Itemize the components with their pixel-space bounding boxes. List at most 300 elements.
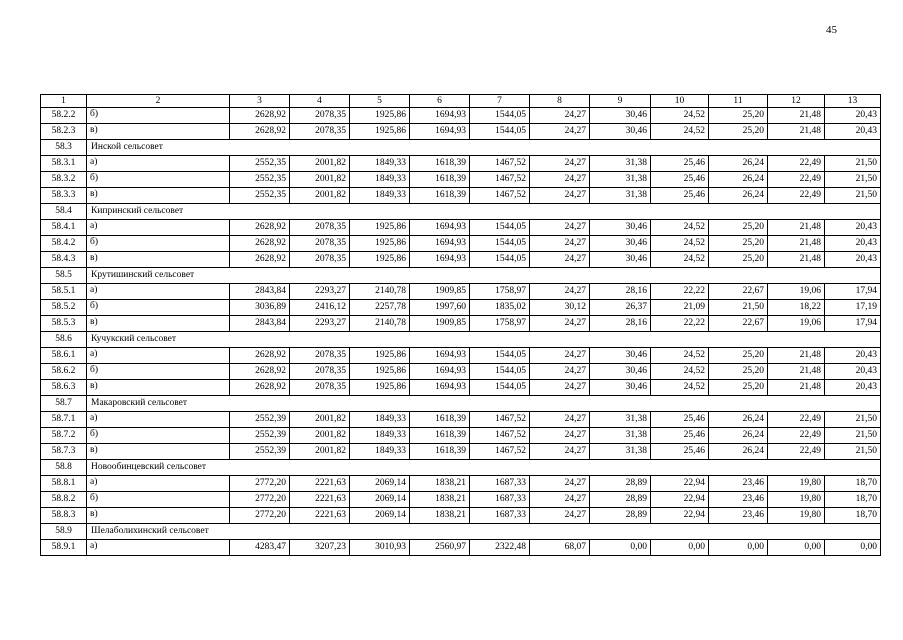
value-cell: 25,20 xyxy=(709,364,768,380)
value-cell: 24,52 xyxy=(651,252,709,268)
table-row xyxy=(41,236,881,252)
row-code: 58.5.2 xyxy=(41,300,87,316)
table-row xyxy=(41,444,881,460)
value-cell: 30,46 xyxy=(590,220,651,236)
value-cell: 2001,82 xyxy=(290,156,350,172)
value-cell: 2772,20 xyxy=(230,476,290,492)
value-cell: 2001,82 xyxy=(290,188,350,204)
value-cell: 31,38 xyxy=(590,428,651,444)
value-cell: 1467,52 xyxy=(470,172,530,188)
column-number-row xyxy=(41,95,881,108)
section-title: Новообинцевский сельсовет xyxy=(87,460,881,476)
row-code: 58.3.3 xyxy=(41,188,87,204)
value-cell: 1694,93 xyxy=(410,108,470,124)
column-header: 8 xyxy=(530,95,590,108)
column-header: 10 xyxy=(651,95,709,108)
value-cell: 17,94 xyxy=(825,284,881,300)
value-cell: 1694,93 xyxy=(410,236,470,252)
value-cell: 21,48 xyxy=(768,220,825,236)
value-cell: 21,50 xyxy=(825,428,881,444)
section-row xyxy=(41,396,881,412)
value-cell: 1758,97 xyxy=(470,316,530,332)
value-cell: 2628,92 xyxy=(230,348,290,364)
table-row xyxy=(41,188,881,204)
value-cell: 1925,86 xyxy=(350,380,410,396)
page-number: 45 xyxy=(826,24,837,36)
value-cell: 2140,78 xyxy=(350,284,410,300)
value-cell: 19,80 xyxy=(768,492,825,508)
table-row xyxy=(41,428,881,444)
value-cell: 22,67 xyxy=(709,316,768,332)
value-cell: 31,38 xyxy=(590,444,651,460)
value-cell: 2628,92 xyxy=(230,124,290,140)
value-cell: 0,00 xyxy=(709,540,768,556)
value-cell: 2140,78 xyxy=(350,316,410,332)
value-cell: 21,50 xyxy=(825,444,881,460)
value-cell: 25,20 xyxy=(709,236,768,252)
value-cell: 1925,86 xyxy=(350,252,410,268)
row-code: 58.9 xyxy=(41,524,87,540)
value-cell: 1694,93 xyxy=(410,252,470,268)
table-row xyxy=(41,108,881,124)
row-subitem: б) xyxy=(87,300,230,316)
value-cell: 22,94 xyxy=(651,476,709,492)
row-code: 58.6.2 xyxy=(41,364,87,380)
value-cell: 2843,84 xyxy=(230,284,290,300)
value-cell: 26,24 xyxy=(709,412,768,428)
value-cell: 1997,60 xyxy=(410,300,470,316)
value-cell: 25,46 xyxy=(651,428,709,444)
value-cell: 18,70 xyxy=(825,492,881,508)
value-cell: 1544,05 xyxy=(470,364,530,380)
column-header: 13 xyxy=(825,95,881,108)
value-cell: 2078,35 xyxy=(290,380,350,396)
row-subitem: а) xyxy=(87,348,230,364)
value-cell: 24,52 xyxy=(651,348,709,364)
value-cell: 2772,20 xyxy=(230,492,290,508)
value-cell: 23,46 xyxy=(709,508,768,524)
value-cell: 28,89 xyxy=(590,508,651,524)
value-cell: 3010,93 xyxy=(350,540,410,556)
value-cell: 2628,92 xyxy=(230,236,290,252)
value-cell: 0,00 xyxy=(590,540,651,556)
value-cell: 21,48 xyxy=(768,108,825,124)
column-header: 9 xyxy=(590,95,651,108)
value-cell: 22,94 xyxy=(651,508,709,524)
value-cell: 19,80 xyxy=(768,476,825,492)
value-cell: 0,00 xyxy=(825,540,881,556)
value-cell: 1467,52 xyxy=(470,412,530,428)
column-header: 12 xyxy=(768,95,825,108)
row-subitem: в) xyxy=(87,316,230,332)
row-code: 58.8.1 xyxy=(41,476,87,492)
value-cell: 28,16 xyxy=(590,316,651,332)
value-cell: 0,00 xyxy=(651,540,709,556)
value-cell: 2001,82 xyxy=(290,172,350,188)
row-code: 58.4.3 xyxy=(41,252,87,268)
value-cell: 1618,39 xyxy=(410,188,470,204)
value-cell: 2078,35 xyxy=(290,108,350,124)
row-subitem: в) xyxy=(87,444,230,460)
value-cell: 1849,33 xyxy=(350,156,410,172)
value-cell: 1467,52 xyxy=(470,156,530,172)
value-cell: 1849,33 xyxy=(350,188,410,204)
value-cell: 2001,82 xyxy=(290,428,350,444)
row-subitem: б) xyxy=(87,492,230,508)
value-cell: 21,50 xyxy=(825,156,881,172)
row-code: 58.8.2 xyxy=(41,492,87,508)
value-cell: 1618,39 xyxy=(410,156,470,172)
row-subitem: б) xyxy=(87,364,230,380)
value-cell: 24,27 xyxy=(530,156,590,172)
value-cell: 2069,14 xyxy=(350,492,410,508)
table-row xyxy=(41,364,881,380)
value-cell: 1838,21 xyxy=(410,508,470,524)
table-row xyxy=(41,220,881,236)
row-code: 58.5.3 xyxy=(41,316,87,332)
value-cell: 2628,92 xyxy=(230,364,290,380)
value-cell: 30,46 xyxy=(590,348,651,364)
value-cell: 0,00 xyxy=(768,540,825,556)
value-cell: 24,27 xyxy=(530,412,590,428)
value-cell: 22,49 xyxy=(768,412,825,428)
value-cell: 24,27 xyxy=(530,284,590,300)
row-subitem: а) xyxy=(87,476,230,492)
value-cell: 2628,92 xyxy=(230,220,290,236)
value-cell: 24,27 xyxy=(530,476,590,492)
row-code: 58.7 xyxy=(41,396,87,412)
column-header: 11 xyxy=(709,95,768,108)
value-cell: 2772,20 xyxy=(230,508,290,524)
value-cell: 2552,35 xyxy=(230,188,290,204)
row-code: 58.4.2 xyxy=(41,236,87,252)
value-cell: 1467,52 xyxy=(470,428,530,444)
table-row xyxy=(41,316,881,332)
value-cell: 25,46 xyxy=(651,412,709,428)
row-code: 58.8.3 xyxy=(41,508,87,524)
value-cell: 26,24 xyxy=(709,188,768,204)
value-cell: 30,46 xyxy=(590,124,651,140)
row-code: 58.7.3 xyxy=(41,444,87,460)
value-cell: 1835,02 xyxy=(470,300,530,316)
value-cell: 20,43 xyxy=(825,124,881,140)
value-cell: 21,48 xyxy=(768,364,825,380)
value-cell: 18,70 xyxy=(825,508,881,524)
value-cell: 31,38 xyxy=(590,156,651,172)
value-cell: 2078,35 xyxy=(290,252,350,268)
row-subitem: а) xyxy=(87,540,230,556)
value-cell: 24,52 xyxy=(651,236,709,252)
table-row xyxy=(41,508,881,524)
value-cell: 25,20 xyxy=(709,380,768,396)
value-cell: 21,50 xyxy=(709,300,768,316)
value-cell: 24,52 xyxy=(651,380,709,396)
value-cell: 2293,27 xyxy=(290,316,350,332)
row-code: 58.3.1 xyxy=(41,156,87,172)
value-cell: 25,46 xyxy=(651,444,709,460)
value-cell: 26,24 xyxy=(709,156,768,172)
value-cell: 2221,63 xyxy=(290,492,350,508)
value-cell: 24,27 xyxy=(530,364,590,380)
value-cell: 2552,35 xyxy=(230,172,290,188)
value-cell: 21,48 xyxy=(768,348,825,364)
row-subitem: в) xyxy=(87,508,230,524)
value-cell: 1618,39 xyxy=(410,444,470,460)
value-cell: 21,50 xyxy=(825,412,881,428)
value-cell: 2078,35 xyxy=(290,220,350,236)
value-cell: 25,46 xyxy=(651,188,709,204)
value-cell: 1544,05 xyxy=(470,124,530,140)
value-cell: 30,12 xyxy=(530,300,590,316)
value-cell: 26,24 xyxy=(709,172,768,188)
value-cell: 1758,97 xyxy=(470,284,530,300)
section-row xyxy=(41,140,881,156)
value-cell: 19,06 xyxy=(768,284,825,300)
value-cell: 1925,86 xyxy=(350,236,410,252)
value-cell: 1849,33 xyxy=(350,444,410,460)
value-cell: 1925,86 xyxy=(350,124,410,140)
value-cell: 1687,33 xyxy=(470,508,530,524)
value-cell: 24,27 xyxy=(530,124,590,140)
value-cell: 31,38 xyxy=(590,188,651,204)
value-cell: 2416,12 xyxy=(290,300,350,316)
section-row xyxy=(41,204,881,220)
value-cell: 25,46 xyxy=(651,156,709,172)
value-cell: 17,94 xyxy=(825,316,881,332)
value-cell: 4283,47 xyxy=(230,540,290,556)
value-cell: 1618,39 xyxy=(410,412,470,428)
value-cell: 19,80 xyxy=(768,508,825,524)
value-cell: 22,49 xyxy=(768,444,825,460)
value-cell: 24,27 xyxy=(530,252,590,268)
value-cell: 1467,52 xyxy=(470,188,530,204)
value-cell: 1544,05 xyxy=(470,348,530,364)
value-cell: 1544,05 xyxy=(470,236,530,252)
value-cell: 1687,33 xyxy=(470,476,530,492)
column-header: 6 xyxy=(410,95,470,108)
value-cell: 22,49 xyxy=(768,428,825,444)
value-cell: 2552,39 xyxy=(230,428,290,444)
value-cell: 24,27 xyxy=(530,428,590,444)
value-cell: 30,46 xyxy=(590,236,651,252)
row-code: 58.7.1 xyxy=(41,412,87,428)
section-row xyxy=(41,460,881,476)
value-cell: 1849,33 xyxy=(350,172,410,188)
value-cell: 21,48 xyxy=(768,236,825,252)
value-cell: 20,43 xyxy=(825,236,881,252)
table-row xyxy=(41,380,881,396)
row-code: 58.9.1 xyxy=(41,540,87,556)
column-header: 4 xyxy=(290,95,350,108)
value-cell: 1687,33 xyxy=(470,492,530,508)
value-cell: 1694,93 xyxy=(410,348,470,364)
value-cell: 24,27 xyxy=(530,492,590,508)
value-cell: 22,49 xyxy=(768,156,825,172)
section-row xyxy=(41,268,881,284)
value-cell: 26,24 xyxy=(709,428,768,444)
value-cell: 1694,93 xyxy=(410,380,470,396)
value-cell: 25,20 xyxy=(709,348,768,364)
value-cell: 24,27 xyxy=(530,108,590,124)
value-cell: 1925,86 xyxy=(350,108,410,124)
value-cell: 25,20 xyxy=(709,252,768,268)
row-code: 58.7.2 xyxy=(41,428,87,444)
value-cell: 20,43 xyxy=(825,220,881,236)
section-title: Кучукский сельсовет xyxy=(87,332,881,348)
value-cell: 30,46 xyxy=(590,108,651,124)
value-cell: 25,20 xyxy=(709,220,768,236)
value-cell: 2843,84 xyxy=(230,316,290,332)
value-cell: 26,24 xyxy=(709,444,768,460)
value-cell: 22,49 xyxy=(768,172,825,188)
section-title: Инской сельсовет xyxy=(87,140,881,156)
row-code: 58.5.1 xyxy=(41,284,87,300)
value-cell: 2069,14 xyxy=(350,476,410,492)
value-cell: 1694,93 xyxy=(410,124,470,140)
value-cell: 31,38 xyxy=(590,172,651,188)
value-cell: 19,06 xyxy=(768,316,825,332)
value-cell: 18,22 xyxy=(768,300,825,316)
value-cell: 30,46 xyxy=(590,380,651,396)
table-row xyxy=(41,172,881,188)
value-cell: 2552,39 xyxy=(230,412,290,428)
row-code: 58.3.2 xyxy=(41,172,87,188)
value-cell: 18,70 xyxy=(825,476,881,492)
value-cell: 24,27 xyxy=(530,236,590,252)
value-cell: 1544,05 xyxy=(470,380,530,396)
row-code: 58.3 xyxy=(41,140,87,156)
row-code: 58.4.1 xyxy=(41,220,87,236)
value-cell: 30,46 xyxy=(590,364,651,380)
value-cell: 3207,23 xyxy=(290,540,350,556)
value-cell: 2293,27 xyxy=(290,284,350,300)
row-code: 58.2.3 xyxy=(41,124,87,140)
tariff-table xyxy=(40,94,881,556)
value-cell: 22,67 xyxy=(709,284,768,300)
value-cell: 31,38 xyxy=(590,412,651,428)
row-subitem: б) xyxy=(87,236,230,252)
value-cell: 30,46 xyxy=(590,252,651,268)
value-cell: 2001,82 xyxy=(290,444,350,460)
value-cell: 1544,05 xyxy=(470,252,530,268)
value-cell: 24,27 xyxy=(530,188,590,204)
value-cell: 21,48 xyxy=(768,124,825,140)
table-row xyxy=(41,412,881,428)
value-cell: 1925,86 xyxy=(350,220,410,236)
value-cell: 2560,97 xyxy=(410,540,470,556)
value-cell: 1925,86 xyxy=(350,348,410,364)
value-cell: 2078,35 xyxy=(290,124,350,140)
value-cell: 24,27 xyxy=(530,316,590,332)
row-subitem: а) xyxy=(87,220,230,236)
row-code: 58.6.1 xyxy=(41,348,87,364)
value-cell: 2221,63 xyxy=(290,476,350,492)
row-subitem: б) xyxy=(87,428,230,444)
value-cell: 2552,35 xyxy=(230,156,290,172)
column-header: 1 xyxy=(41,95,87,108)
value-cell: 24,27 xyxy=(530,220,590,236)
value-cell: 22,94 xyxy=(651,492,709,508)
value-cell: 2628,92 xyxy=(230,252,290,268)
value-cell: 21,09 xyxy=(651,300,709,316)
value-cell: 2069,14 xyxy=(350,508,410,524)
column-header: 2 xyxy=(87,95,230,108)
value-cell: 23,46 xyxy=(709,476,768,492)
table-row xyxy=(41,300,881,316)
row-code: 58.5 xyxy=(41,268,87,284)
value-cell: 21,48 xyxy=(768,252,825,268)
row-subitem: в) xyxy=(87,252,230,268)
value-cell: 1909,85 xyxy=(410,316,470,332)
value-cell: 21,48 xyxy=(768,380,825,396)
column-header: 3 xyxy=(230,95,290,108)
table-row xyxy=(41,476,881,492)
value-cell: 26,37 xyxy=(590,300,651,316)
value-cell: 68,07 xyxy=(530,540,590,556)
value-cell: 24,27 xyxy=(530,508,590,524)
value-cell: 24,52 xyxy=(651,108,709,124)
value-cell: 1544,05 xyxy=(470,220,530,236)
table-row xyxy=(41,348,881,364)
row-code: 58.8 xyxy=(41,460,87,476)
value-cell: 2078,35 xyxy=(290,348,350,364)
section-row xyxy=(41,332,881,348)
section-title: Крутишинский сельсовет xyxy=(87,268,881,284)
value-cell: 2552,39 xyxy=(230,444,290,460)
value-cell: 21,50 xyxy=(825,188,881,204)
value-cell: 1849,33 xyxy=(350,412,410,428)
table-body xyxy=(41,108,881,556)
row-subitem: в) xyxy=(87,124,230,140)
table-row xyxy=(41,156,881,172)
column-header: 5 xyxy=(350,95,410,108)
row-code: 58.4 xyxy=(41,204,87,220)
value-cell: 25,46 xyxy=(651,172,709,188)
column-header: 7 xyxy=(470,95,530,108)
value-cell: 24,52 xyxy=(651,364,709,380)
value-cell: 2628,92 xyxy=(230,108,290,124)
value-cell: 2001,82 xyxy=(290,412,350,428)
value-cell: 24,27 xyxy=(530,380,590,396)
value-cell: 1925,86 xyxy=(350,364,410,380)
value-cell: 1909,85 xyxy=(410,284,470,300)
value-cell: 25,20 xyxy=(709,124,768,140)
row-subitem: а) xyxy=(87,412,230,428)
value-cell: 20,43 xyxy=(825,108,881,124)
row-code: 58.6.3 xyxy=(41,380,87,396)
value-cell: 2078,35 xyxy=(290,236,350,252)
section-title: Шелаболихинский сельсовет xyxy=(87,524,881,540)
value-cell: 2322,48 xyxy=(470,540,530,556)
value-cell: 2628,92 xyxy=(230,380,290,396)
value-cell: 1849,33 xyxy=(350,428,410,444)
row-subitem: б) xyxy=(87,108,230,124)
section-title: Макаровский сельсовет xyxy=(87,396,881,412)
row-subitem: а) xyxy=(87,156,230,172)
table-row xyxy=(41,540,881,556)
value-cell: 24,27 xyxy=(530,444,590,460)
row-subitem: б) xyxy=(87,172,230,188)
value-cell: 21,50 xyxy=(825,172,881,188)
value-cell: 17,19 xyxy=(825,300,881,316)
row-code: 58.6 xyxy=(41,332,87,348)
value-cell: 20,43 xyxy=(825,364,881,380)
table-row xyxy=(41,284,881,300)
value-cell: 1694,93 xyxy=(410,364,470,380)
value-cell: 28,89 xyxy=(590,492,651,508)
value-cell: 22,22 xyxy=(651,316,709,332)
value-cell: 2221,63 xyxy=(290,508,350,524)
